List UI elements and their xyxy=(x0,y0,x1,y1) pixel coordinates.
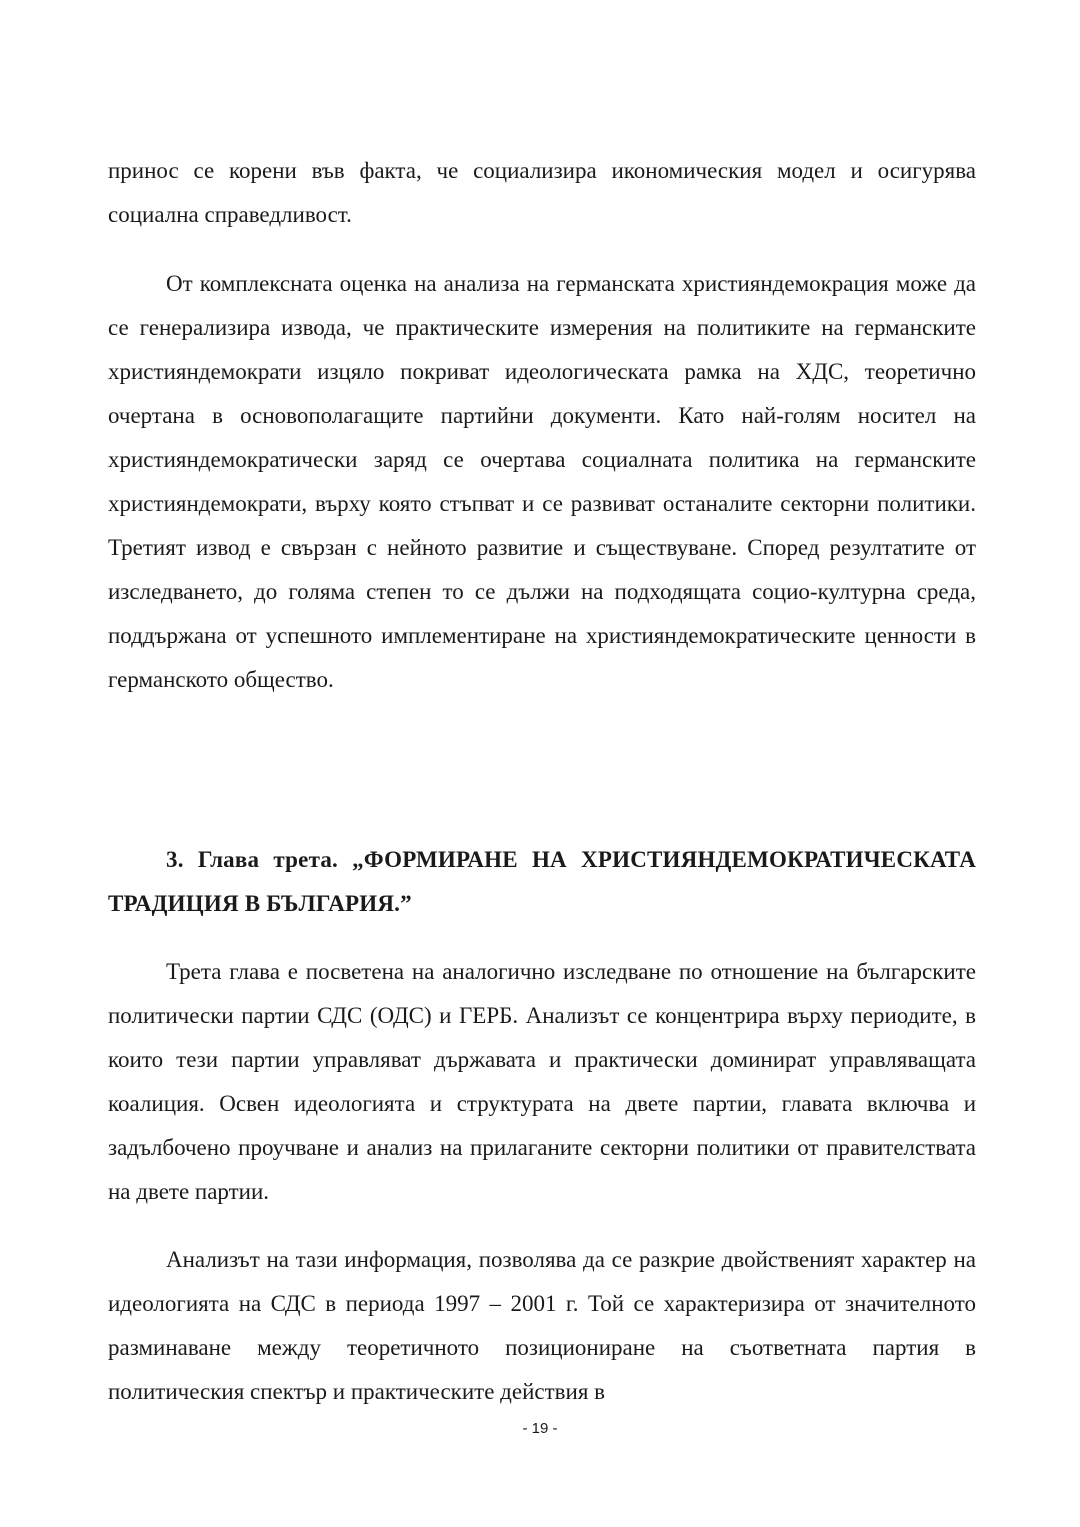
chapter-heading: 3. Глава трета. „ФОРМИРАНЕ НА ХРИСТИЯНДЕМОКРАТИЧЕСКАТА ТРАДИЦИЯ В БЪЛГАРИЯ.” xyxy=(108,847,976,916)
page-number: - 19 - xyxy=(522,1420,558,1437)
paragraph-conclusion: От комплексната оценка на анализа на германската християндемокрация може да се генерализира извода, че практическите измерения на политиките на германските християндемократи изцяло покриват идеологическата рамка на ХДС, теоретично очертана в основополагащите партийни документи. Като най-голям носител на християндемократически заряд се очертава социалната политика на германските християндемократи, върху която стъпват и се развиват останалите секторни политики. Третият извод е свързан с нейното развитие и съществуване. Според резултатите от изследването, до голяма степен то се дължи на подходящата социо-културна среда, поддържана от успешното имплементиране на християндемократическите ценности в германското общество. xyxy=(108,271,976,692)
paragraph-continuation: принос се корени във факта, че социализира икономическия модел и осигурява социална справедливост. xyxy=(108,158,976,227)
paragraph-chapter3-intro: Трета глава е посветена на аналогично изследване по отношение на българските политически партии СДС (ОДС) и ГЕРБ. Анализът се концентрира върху периодите, в които тези партии управляват държавата и практически доминират управляващата коалиция. Освен идеологията и структурата на двете партии, главата включва и задълбочено проучване и анализ на прилаганите секторни политики от правителствата на двете партии. xyxy=(108,959,976,1204)
paragraph-chapter3-analysis: Анализът на тази информация, позволява да се разкрие двойственият характер на идеологията на СДС в периода 1997 – 2001 г. Той се характеризира от значителното разминаване между теоретичното позициониране на съответната партия в политическия спектър и практическите действия в xyxy=(108,1247,976,1404)
